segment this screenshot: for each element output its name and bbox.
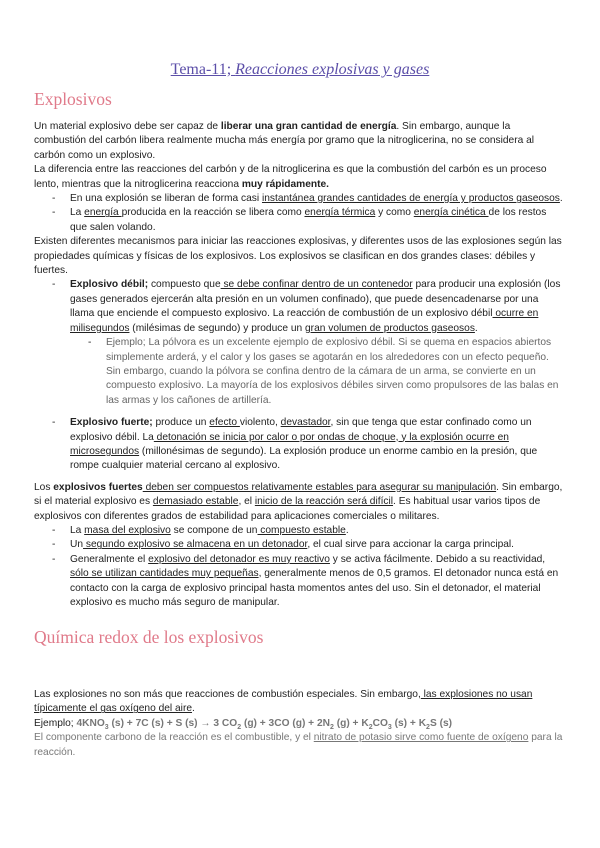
dash-marker: - xyxy=(52,417,56,429)
title-prefix: Tema-11; xyxy=(170,61,236,78)
dash-marker: - xyxy=(52,539,56,551)
bullet-list-classes xyxy=(34,278,564,473)
dash-marker: - xyxy=(52,524,56,536)
dash-marker: - xyxy=(52,207,56,219)
heading-explosivos: Explosivos xyxy=(34,89,112,109)
list-item: - En una explosión se liberan de forma casi instantánea grandes cantidades de energía y productos gaseosos. xyxy=(34,192,564,206)
dash-marker: - xyxy=(52,279,56,291)
list-item: - La masa del explosivo se compone de un compuesto estable. xyxy=(34,524,564,538)
paragraph-difference: La diferencia entre las reacciones del carbón y de la nitroglicerina es que la combustión del carbón es un proceso lento, mientras que la nitroglicerina reacciona muy rápidamente. xyxy=(34,164,547,190)
chemical-equation: $4KNO_3$ (s) + 7C (s) + S (s) → 3 $CO_2$ (g) + 3CO $(g) + 2N_2$ $(g) + K_2CO_3$ $(s) + K_2S$ (s) xyxy=(76,717,453,731)
list-item: - Generalmente el explosivo del detonador es muy reactivo y se activa fácilmente. Debido a su reactividad, sólo se utilizan cantidades muy pequeñas, generalmente menos de 0,5 gramos. El detonador nunca está en contacto con la carga de explosivo principal hasta momentos antes del uso. Sin el detonador, el material explosivo es mucho más seguro de manipular. xyxy=(52,553,559,608)
dash-marker: - xyxy=(52,193,56,205)
paragraph-combustion: Las explosiones no son más que reacciones de combustión especiales. Sin embargo, las explosiones no usan típicamente el gas oxígeno del aire. xyxy=(34,689,533,715)
bullet-list-energy xyxy=(34,192,564,235)
list-item-example-gunpowder: - Ejemplo; La pólvora es un excelente ejemplo de explosivo débil. Si se quema en espacios abiertos simplemente arderá, y el calor y los gases se agotarán en los alrededores con un efecto pequeño. Sin embargo, cuando la pólvora se confina dentro de la cámara de un arma, se convierte en un compuesto explosivo. La mayoría de los explosivos débiles sirven como propulsores de las balas en las armas y los cañones de artillería. xyxy=(88,337,559,406)
list-item-strong-explosive: - Explosivo fuerte; produce un efecto violento, devastador, sin que tenga que estar confinado como un explosivo débil. La detonación se inicia por calor o por ondas de choque, y la explosión ocurre en microsegundos (millonésimas de segundo). La explosión produce un enorme cambio en la presión, que rompe cualquier material cercano al explosivo. xyxy=(52,417,538,472)
list-item: - La energía producida en la reacción se libera como energía térmica y como energía cinética de los restos que salen volando. xyxy=(52,207,547,233)
equation-example: Ejemplo; $4KNO_3$ (s) + 7C (s) + S (s) → 3 $CO_2$ (g) + 3CO $(g) + 2N_2$ $(g) + K_2CO_3$ $(s) + K_2S$ (s) xyxy=(34,717,453,731)
section-explosivos xyxy=(34,120,564,610)
dash-marker: - xyxy=(52,553,56,565)
title-italic: Reacciones explosivas y gases xyxy=(235,61,430,78)
paragraph-fuel: El componente carbono de la reacción es el combustible, y el nitrato de potasio sirve como fuente de oxígeno para la reacción. xyxy=(34,732,563,758)
page-title xyxy=(0,63,600,77)
section-quimica-redox xyxy=(34,688,564,760)
bullet-list-detonator xyxy=(34,524,564,610)
heading-quimica-redox: Química redox de los explosivos xyxy=(34,627,264,647)
paragraph-strong-explosives: Los explosivos fuertes deben ser compuestos relativamente estables para asegurar su manipulación. Sin embargo, si el material explosivo es demasiado estable, el inicio de la reacción será difícil. Es habitual usar varios tipos de explosivos con diferentes grados de estabilidad para aplicaciones comerciales o militares. xyxy=(34,481,563,522)
paragraph-mechanisms: Existen diferentes mecanismos para iniciar las reacciones explosivas, y diferentes usos de las explosiones según las propiedades químicas y físicas de los explosivos. Los explosivos se clasifican en dos grandes clases: débiles y fuertes. xyxy=(34,236,562,277)
dash-marker: - xyxy=(88,337,92,349)
paragraph-intro: Un material explosivo debe ser capaz de liberar una gran cantidad de energía. Sin embargo, aunque la combustión del carbón libera realmente mucha más energía por gramo que la nitroglicerina, no se considera al carbón como un explosivo. xyxy=(34,121,535,161)
list-item: - Un segundo explosivo se almacena en un detonador, el cual sirve para accionar la carga principal. xyxy=(34,538,564,552)
list-item-weak-explosive: - Explosivo débil; compuesto que se debe confinar dentro de un contenedor para producir una explosión (los gases generados ejercerán alta presión en un volumen confinado), que puede desencadenarse por una llama que enciende el compuesto explosivo. La reacción de combustión de un explosivo débil ocurre en milisegundos (milésimas de segundo) y produce un gran volumen de productos gaseosos. xyxy=(52,279,561,334)
